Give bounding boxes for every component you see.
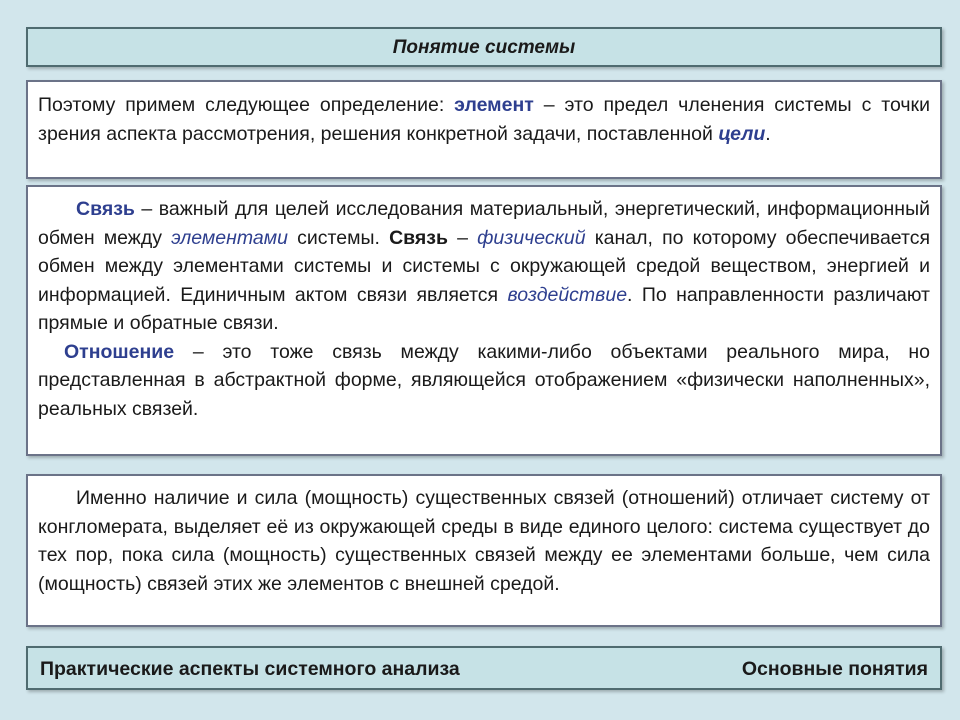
slide-title (26, 27, 942, 67)
term-link: Связь (76, 198, 135, 220)
term-element: элемент (454, 94, 534, 116)
slide-footer (26, 646, 942, 690)
definition-link-paragraph (38, 195, 930, 338)
term-impact: воздействие (507, 283, 628, 306)
link-text-3: канал, по которому обеспечивается обмен между элементами системы и системы с окружающей средой веществом, энергией и информацией. Единичным актом связи является (38, 226, 931, 306)
system-existence-block (26, 474, 942, 627)
definition-element-paragraph (38, 91, 930, 148)
link-text-2: системы. (287, 226, 390, 249)
link-text-1: – важный для целей исследования материальный, энергетический, информационный обмен между (38, 198, 930, 249)
footer-section-title: Основные понятия (741, 658, 928, 680)
slide-title-text: Понятие системы (392, 37, 576, 58)
definition-element-text: – это предел членения системы с точки зрения аспекта рассмотрения, решения конкретной задачи, поставленной (38, 94, 930, 145)
link-dash: – (447, 226, 478, 249)
footer-course-title: Практические аспекты системного анализа (40, 658, 460, 680)
term-elements: элементами (171, 226, 288, 249)
term-physical: физический (477, 226, 586, 249)
definition-element-block (26, 80, 942, 179)
definition-relation-paragraph (38, 338, 930, 424)
term-goal: цели (718, 122, 766, 145)
system-existence-paragraph: Именно наличие и сила (мощность) существенных связей (отношений) отличает систему от конгломерата, выделяет её из окружающей среды в виде единого целого: система существует до тех пор, пока сила (мощность) существенных связей между ее элементами больше, чем сила (мощность) связей этих же элементов с внешней средой. (38, 487, 930, 595)
definition-link-block (26, 185, 942, 456)
definition-intro: Поэтому примем следующее определение: (38, 94, 455, 116)
definition-end: . (765, 122, 771, 145)
term-link-2: Связь (389, 226, 448, 249)
term-relation: Отношение (64, 340, 175, 363)
relation-text: – это тоже связь между какими-либо объектами реального мира, но представленная в абстрактной форме, являющейся отображением «физически наполненных», реальных связей. (38, 340, 930, 420)
link-text-4: . По направленности различают прямые и обратные связи. (38, 283, 930, 334)
